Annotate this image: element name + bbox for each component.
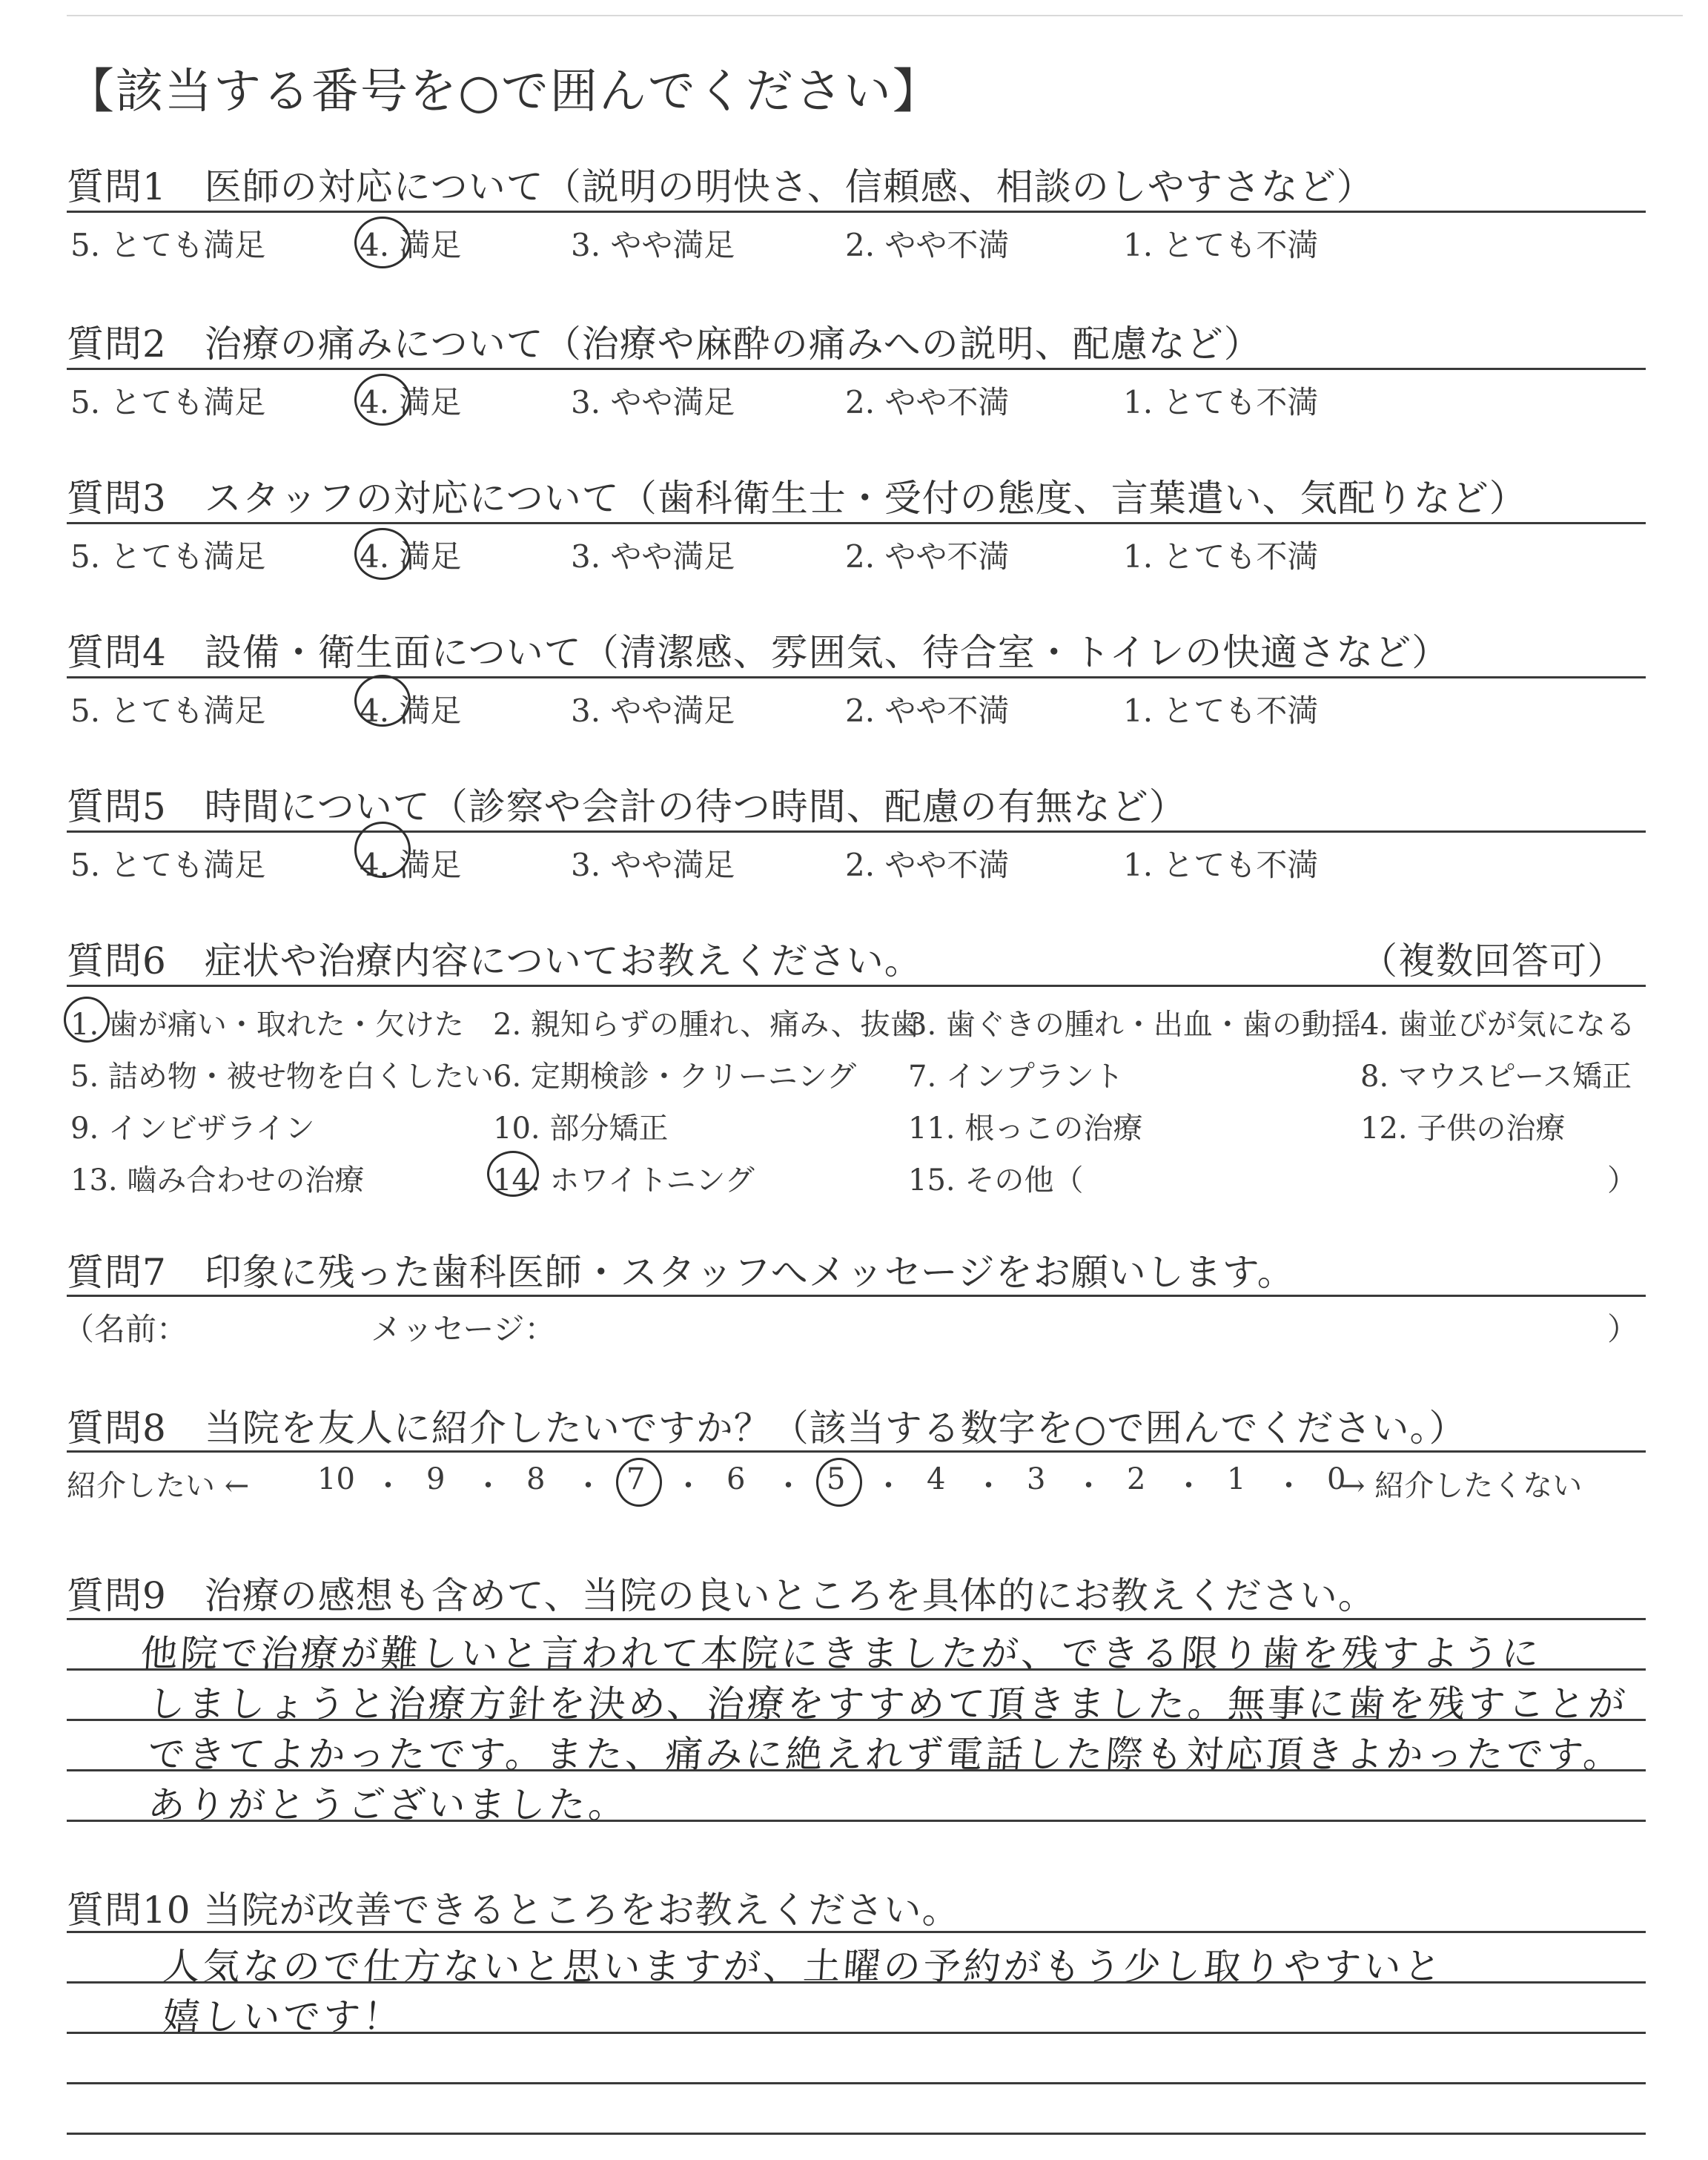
scale-separator: ・ [473, 1469, 503, 1503]
scale-separator: ・ [1174, 1469, 1204, 1503]
question-title: 質問4 設備・衛生面について（清潔感、雰囲気、待合室・トイレの快適さなど） [67, 631, 1450, 674]
question-rule [67, 830, 1646, 833]
option-5[interactable]: 5. とても満足 [70, 538, 266, 575]
question-rule [67, 211, 1646, 213]
option-3[interactable]: 3. やや満足 [571, 847, 735, 883]
selected-circle-mark [616, 1458, 662, 1507]
option-2[interactable]: 2. やや不満 [845, 384, 1010, 420]
question-title: 質問3 スタッフの対応について（歯科衛生士・受付の態度、言葉遣い、気配りなど） [67, 477, 1527, 520]
question-rule [67, 985, 1646, 987]
answer-rule [67, 2082, 1646, 2084]
option-1[interactable]: 1. とても不満 [1123, 227, 1319, 263]
scale-number-6[interactable]: 6 [726, 1462, 746, 1496]
question-rule [67, 368, 1646, 370]
handwritten-answer-line: ありがとうございました。 [146, 1783, 630, 1826]
top-border [67, 15, 1683, 16]
other-close-paren: ） [1607, 1163, 1637, 1198]
selected-circle-mark [354, 217, 411, 268]
symptom-option-4[interactable]: 4. 歯並びが気になる [1360, 1008, 1635, 1042]
option-5[interactable]: 5. とても満足 [70, 227, 266, 263]
question-title: 質問6 症状や治療内容についてお教えください。 [67, 939, 922, 982]
page-header: 【該当する番号を○で囲んでください】 [67, 65, 941, 119]
question-rule [67, 1450, 1646, 1453]
scale-number-4[interactable]: 4 [927, 1462, 946, 1496]
option-2[interactable]: 2. やや不満 [845, 227, 1010, 263]
symptom-option-11[interactable]: 11. 根っこの治療 [908, 1112, 1143, 1146]
scale-number-9[interactable]: 9 [426, 1462, 446, 1496]
option-4[interactable]: 4. 満足 [360, 693, 462, 729]
answer-rule [67, 1931, 1646, 1933]
selected-circle-mark [816, 1458, 862, 1507]
option-1[interactable]: 1. とても不満 [1123, 693, 1319, 729]
symptom-option-14[interactable]: 14. ホワイトニング [493, 1163, 755, 1198]
symptom-option-3[interactable]: 3. 歯ぐきの腫れ・出血・歯の動揺 [908, 1008, 1361, 1042]
scale-number-8[interactable]: 8 [526, 1462, 546, 1496]
handwritten-answer-line: 人気なので仕方ないと思いますが、土曜の予約がもう少し取りやすいと [161, 1945, 1446, 1988]
symptom-option-15[interactable]: 15. その他（ [908, 1163, 1084, 1198]
option-4[interactable]: 4. 満足 [360, 384, 462, 420]
handwritten-answer-line: 他院で治療が難しいと言われて本院にきましたが、できる限り歯を残すように [139, 1632, 1543, 1675]
option-2[interactable]: 2. やや不満 [845, 538, 1010, 575]
selected-circle-mark [64, 997, 110, 1043]
scale-number-3[interactable]: 3 [1027, 1462, 1046, 1496]
answer-rule [67, 2133, 1646, 2135]
option-2[interactable]: 2. やや不満 [845, 693, 1010, 729]
question-title: 質問7 印象に残った歯科医師・スタッフへメッセージをお願いします。 [67, 1251, 1295, 1294]
question-rule [67, 1295, 1646, 1297]
scale-number-7[interactable]: 7 [626, 1462, 646, 1496]
scale-number-1[interactable]: 1 [1227, 1462, 1246, 1496]
question-rule [67, 676, 1646, 678]
symptom-option-12[interactable]: 12. 子供の治療 [1360, 1112, 1566, 1146]
scale-separator: ・ [1274, 1469, 1304, 1503]
question-title: 質問5 時間について（診察や会計の待つ時間、配慮の有無など） [67, 785, 1187, 828]
recommend-left-label: 紹介したい ← [67, 1469, 250, 1503]
handwritten-answer-line: しましょうと治療方針を決め、治療をすすめて頂きました。無事に歯を残すことが [146, 1682, 1630, 1725]
scale-separator: ・ [373, 1469, 403, 1503]
option-4[interactable]: 4. 満足 [360, 227, 462, 263]
option-3[interactable]: 3. やや満足 [571, 693, 735, 729]
question-title: 質問2 治療の痛みについて（治療や麻酔の痛みへの説明、配慮など） [67, 323, 1262, 366]
symptom-option-13[interactable]: 13. 嚙み合わせの治療 [70, 1163, 365, 1198]
message-close-paren: ） [1607, 1311, 1639, 1347]
symptom-option-9[interactable]: 9. インビザライン [70, 1112, 315, 1146]
symptom-option-6[interactable]: 6. 定期検診・クリーニング [493, 1060, 857, 1094]
selected-circle-mark [487, 1151, 539, 1197]
scale-separator: ・ [773, 1469, 804, 1503]
option-4[interactable]: 4. 満足 [360, 847, 462, 883]
answer-rule [67, 1618, 1646, 1620]
option-5[interactable]: 5. とても満足 [70, 847, 266, 883]
scale-number-0[interactable]: 0 [1327, 1462, 1346, 1496]
symptom-option-5[interactable]: 5. 詰め物・被せ物を白くしたい [70, 1060, 494, 1094]
question-title: 質問1 医師の対応について（説明の明快さ、信頼感、相談のしやすさなど） [67, 165, 1374, 208]
option-1[interactable]: 1. とても不満 [1123, 384, 1319, 420]
option-3[interactable]: 3. やや満足 [571, 227, 735, 263]
handwritten-answer-line: 嬉しいです！ [161, 1995, 405, 2038]
selected-circle-mark [354, 675, 411, 727]
option-2[interactable]: 2. やや不満 [845, 847, 1010, 883]
symptom-option-1[interactable]: 1. 歯が痛い・取れた・欠けた [70, 1008, 464, 1042]
message-label: メッセージ： [371, 1311, 556, 1347]
option-5[interactable]: 5. とても満足 [70, 384, 266, 420]
scale-separator: ・ [973, 1469, 1004, 1503]
scale-separator: ・ [673, 1469, 704, 1503]
handwritten-answer-line: できてよかったです。また、痛みに絶えれず電話した際も対応頂きよかったです。 [146, 1733, 1625, 1776]
question-title: 質問9 治療の感想も含めて、当院の良いところを具体的にお教えください。 [67, 1574, 1376, 1617]
option-4[interactable]: 4. 満足 [360, 538, 462, 575]
symptom-option-2[interactable]: 2. 親知らずの腫れ、痛み、抜歯 [493, 1008, 920, 1042]
scale-separator: ・ [873, 1469, 904, 1503]
scale-separator: ・ [1073, 1469, 1104, 1503]
option-3[interactable]: 3. やや満足 [571, 538, 735, 575]
multiple-answer-note: （複数回答可） [1360, 939, 1625, 982]
question-title: 質問8 当院を友人に紹介したいですか？（該当する数字を○で囲んでください。） [67, 1407, 1467, 1450]
scale-number-10[interactable]: 10 [317, 1462, 355, 1496]
recommend-right-label: → 紹介したくない [1340, 1469, 1583, 1503]
scale-number-2[interactable]: 2 [1127, 1462, 1146, 1496]
question-title: 質問10 当院が改善できるところをお教えください。 [67, 1889, 960, 1932]
symptom-option-10[interactable]: 10. 部分矯正 [493, 1112, 669, 1146]
name-label: （名前： [63, 1311, 188, 1347]
scale-number-5[interactable]: 5 [827, 1462, 846, 1496]
symptom-option-7[interactable]: 7. インプラント [908, 1060, 1124, 1094]
question-rule [67, 522, 1646, 524]
option-1[interactable]: 1. とても不満 [1123, 847, 1319, 883]
symptom-option-8[interactable]: 8. マウスピース矯正 [1360, 1060, 1632, 1094]
selected-circle-mark [354, 374, 411, 426]
option-1[interactable]: 1. とても不満 [1123, 538, 1319, 575]
option-5[interactable]: 5. とても満足 [70, 693, 266, 729]
scale-separator: ・ [573, 1469, 603, 1503]
option-3[interactable]: 3. やや満足 [571, 384, 735, 420]
selected-circle-mark [354, 528, 411, 580]
selected-circle-mark [354, 822, 411, 878]
